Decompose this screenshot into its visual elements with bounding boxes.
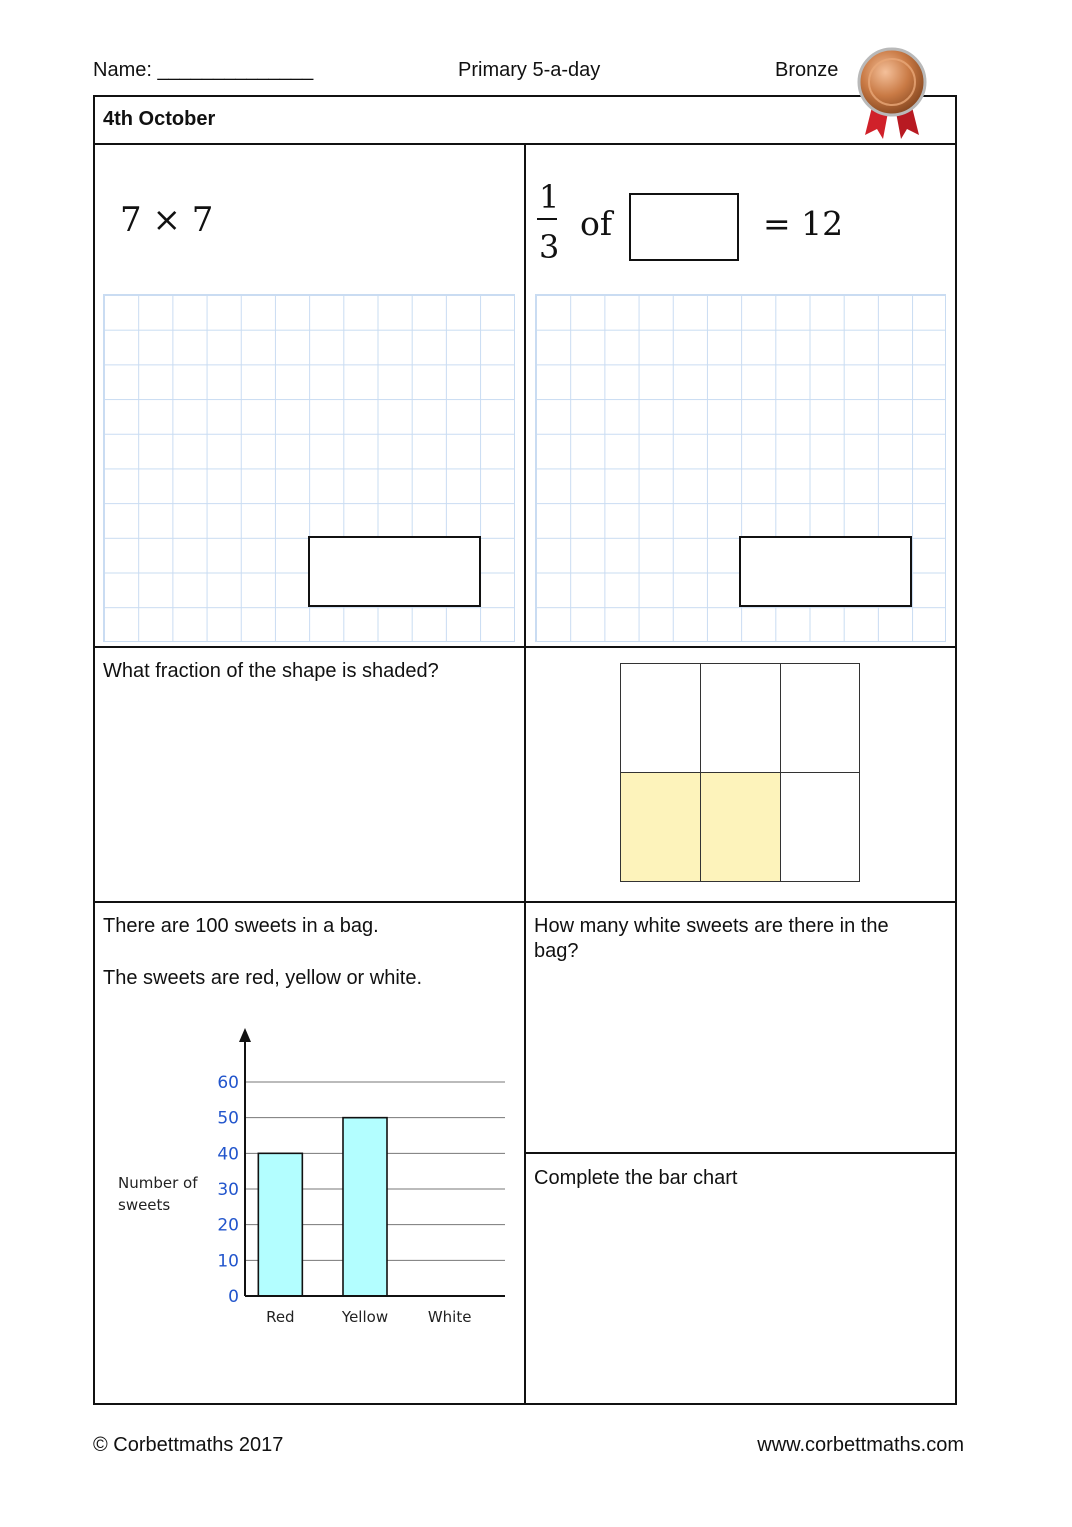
shape-cell-shaded xyxy=(621,773,701,881)
complete-chart-task: Complete the bar chart xyxy=(534,1167,738,1189)
white-sweets-question: How many white sweets are there in the bag? xyxy=(534,915,889,962)
fraction-question: What fraction of the shape is shaded? xyxy=(103,660,439,682)
shape-cell-shaded xyxy=(701,773,781,881)
y-axis-arrow xyxy=(239,1028,251,1042)
fraction-bar xyxy=(537,218,557,220)
divider xyxy=(524,143,526,1405)
shape-cell xyxy=(781,773,859,881)
shape-cell xyxy=(701,664,781,773)
divider xyxy=(525,1152,957,1154)
y-tick-label: 20 xyxy=(217,1215,239,1236)
worksheet-date: 4th October xyxy=(103,108,216,130)
missing-number-box[interactable] xyxy=(629,193,739,261)
sweets-intro-1: There are 100 sweets in a bag. xyxy=(103,915,379,937)
y-tick-label: 60 xyxy=(217,1073,239,1093)
equals-result: = 12 xyxy=(763,204,844,243)
fraction-numerator: 1 xyxy=(539,178,560,216)
answer-box[interactable] xyxy=(308,536,481,607)
y-tick-label: 30 xyxy=(217,1180,239,1200)
shape-cell xyxy=(781,664,859,773)
multiplication-question: 7 × 7 xyxy=(120,200,214,240)
y-axis-label: sweets xyxy=(118,1196,171,1214)
divider xyxy=(93,901,957,903)
shape-cell xyxy=(621,664,701,773)
name-field-label: Name: ______________ xyxy=(93,59,314,81)
worksheet-title: Primary 5-a-day xyxy=(458,59,601,81)
bar-yellow xyxy=(343,1118,387,1296)
x-tick-label: White xyxy=(427,1308,472,1326)
fraction-denominator: 3 xyxy=(539,228,560,266)
y-tick-label: 40 xyxy=(217,1144,239,1165)
website-link[interactable]: www.corbettmaths.com xyxy=(757,1434,964,1456)
x-tick-label: Red xyxy=(266,1308,295,1326)
y-tick-label: 0 xyxy=(228,1287,239,1307)
bronze-medal-icon xyxy=(855,45,929,141)
y-axis-label: Number of xyxy=(118,1174,198,1192)
answer-box[interactable] xyxy=(739,536,912,607)
y-tick-label: 10 xyxy=(217,1251,239,1272)
level-label: Bronze xyxy=(775,59,839,81)
divider xyxy=(93,646,957,648)
sweets-intro-2: The sweets are red, yellow or white. xyxy=(103,967,423,989)
fraction-shape xyxy=(620,663,860,882)
x-tick-label: Yellow xyxy=(341,1308,389,1326)
bar-red xyxy=(258,1153,302,1296)
of-word: of xyxy=(580,204,613,243)
y-tick-label: 50 xyxy=(217,1108,239,1129)
sweets-bar-chart xyxy=(103,1020,518,1340)
copyright: © Corbettmaths 2017 xyxy=(93,1434,284,1456)
